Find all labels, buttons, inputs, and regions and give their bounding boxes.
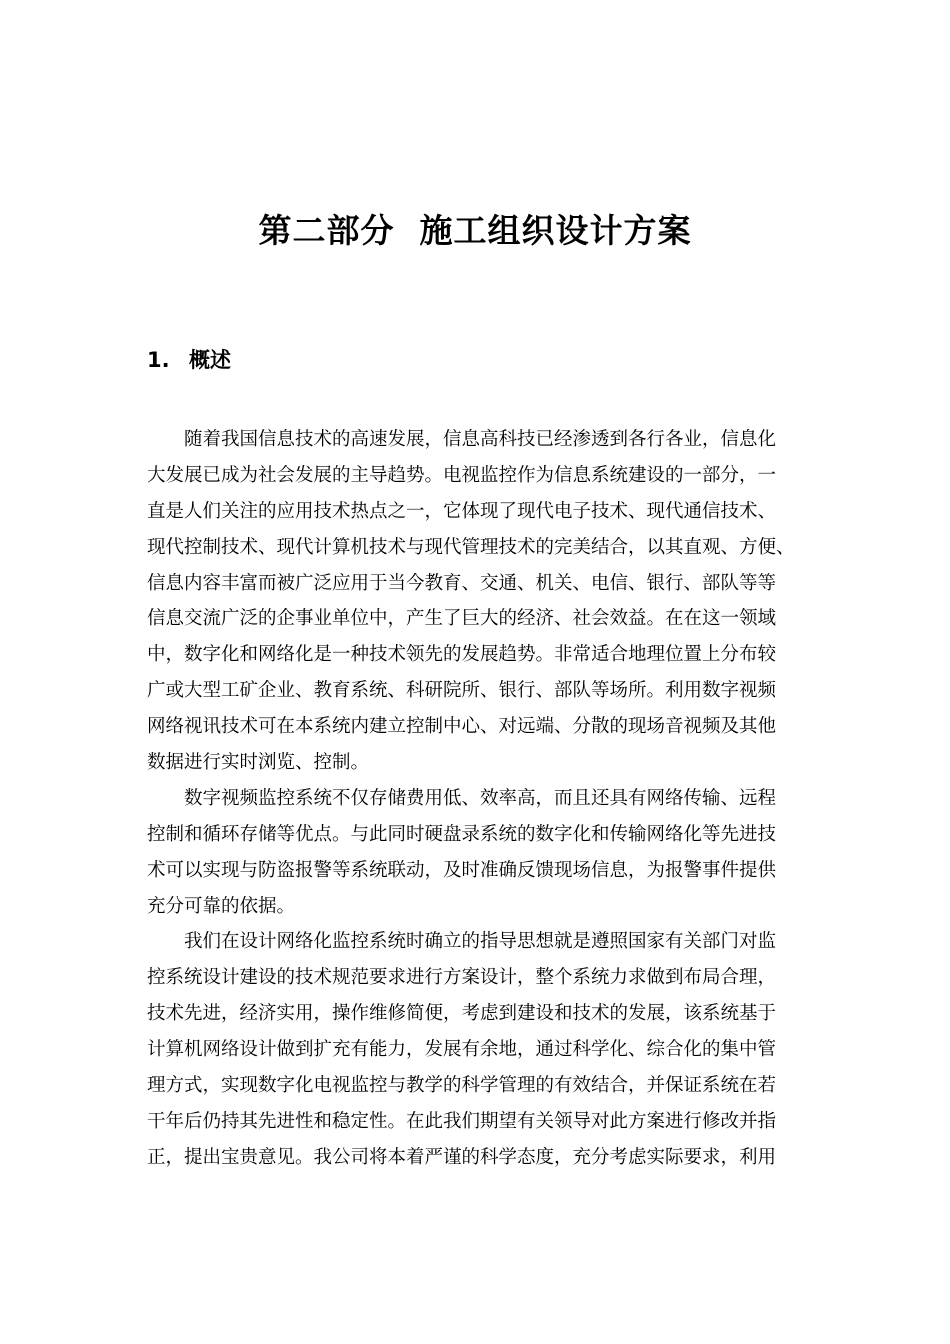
paragraph-line: 术可以实现与防盗报警等系统联动，及时准确反馈现场信息，为报警事件提供 — [147, 859, 777, 881]
paragraph-line: 理方式，实现数字化电视监控与教学的科学管理的有效结合，并保证系统在若 — [147, 1075, 777, 1097]
section-title: 概述 — [189, 348, 231, 372]
paragraph-line: 随着我国信息技术的高速发展，信息高科技已经渗透到各行各业，信息化 — [184, 429, 777, 450]
body-text — [147, 422, 807, 1176]
paragraph-line: 直是人们关注的应用技术热点之一，它体现了现代电子技术、现代通信技术、 — [147, 500, 777, 522]
paragraph-line: 充分可靠的依据。 — [147, 895, 296, 917]
paragraph-line: 控系统设计建设的技术规范要求进行方案设计，整个系统力求做到布局合理， — [147, 967, 777, 989]
paragraph-line: 广或大型工矿企业、教育系统、科研院所、银行、部队等场所。利用数字视频 — [147, 680, 777, 702]
paragraph-line: 网络视讯技术可在本系统内建立控制中心、对远端、分散的现场音视频及其他 — [147, 716, 777, 738]
section-number: 1. — [147, 348, 170, 372]
paragraph-line: 信息内容丰富而被广泛应用于当今教育、交通、机关、电信、银行、部队等等 — [147, 572, 777, 594]
paragraph-line: 控制和循环存储等优点。与此同时硬盘录系统的数字化和传输网络化等先进技 — [147, 823, 777, 845]
paragraph-line: 我们在设计网络化监控系统时确立的指导思想就是遵照国家有关部门对监 — [184, 931, 777, 953]
paragraph-line: 信息交流广泛的企事业单位中，产生了巨大的经济、社会效益。在在这一领域 — [147, 608, 777, 630]
paragraph-line: 中，数字化和网络化是一种技术领先的发展趋势。非常适合地理位置上分布较 — [147, 644, 777, 666]
paragraph-line: 大发展已成为社会发展的主导趋势。电视监控作为信息系统建设的一部分，一 — [147, 464, 777, 486]
paragraph-line: 计算机网络设计做到扩充有能力，发展有余地，通过科学化、综合化的集中管 — [147, 1039, 777, 1061]
paragraph-line: 数字视频监控系统不仅存储费用低、效率高，而且还具有网络传输、远程 — [184, 787, 777, 809]
document-title: 第二部分 施工组织设计方案 — [258, 211, 692, 250]
paragraph-line: 数据进行实时浏览、控制。 — [147, 752, 370, 774]
paragraph-line: 技术先进，经济实用，操作维修简便，考虑到建设和技术的发展，该系统基于 — [147, 1003, 777, 1025]
section-heading — [147, 343, 231, 377]
paragraph-line: 正，提出宝贵意见。我公司将本着严谨的科学态度，充分考虑实际要求，利用 — [147, 1146, 777, 1168]
paragraph-line: 干年后仍持其先进性和稳定性。在此我们期望有关领导对此方案进行修改并指 — [147, 1110, 777, 1132]
paragraph-line: 现代控制技术、现代计算机技术与现代管理技术的完美结合，以其直观、方便、 — [147, 536, 795, 558]
